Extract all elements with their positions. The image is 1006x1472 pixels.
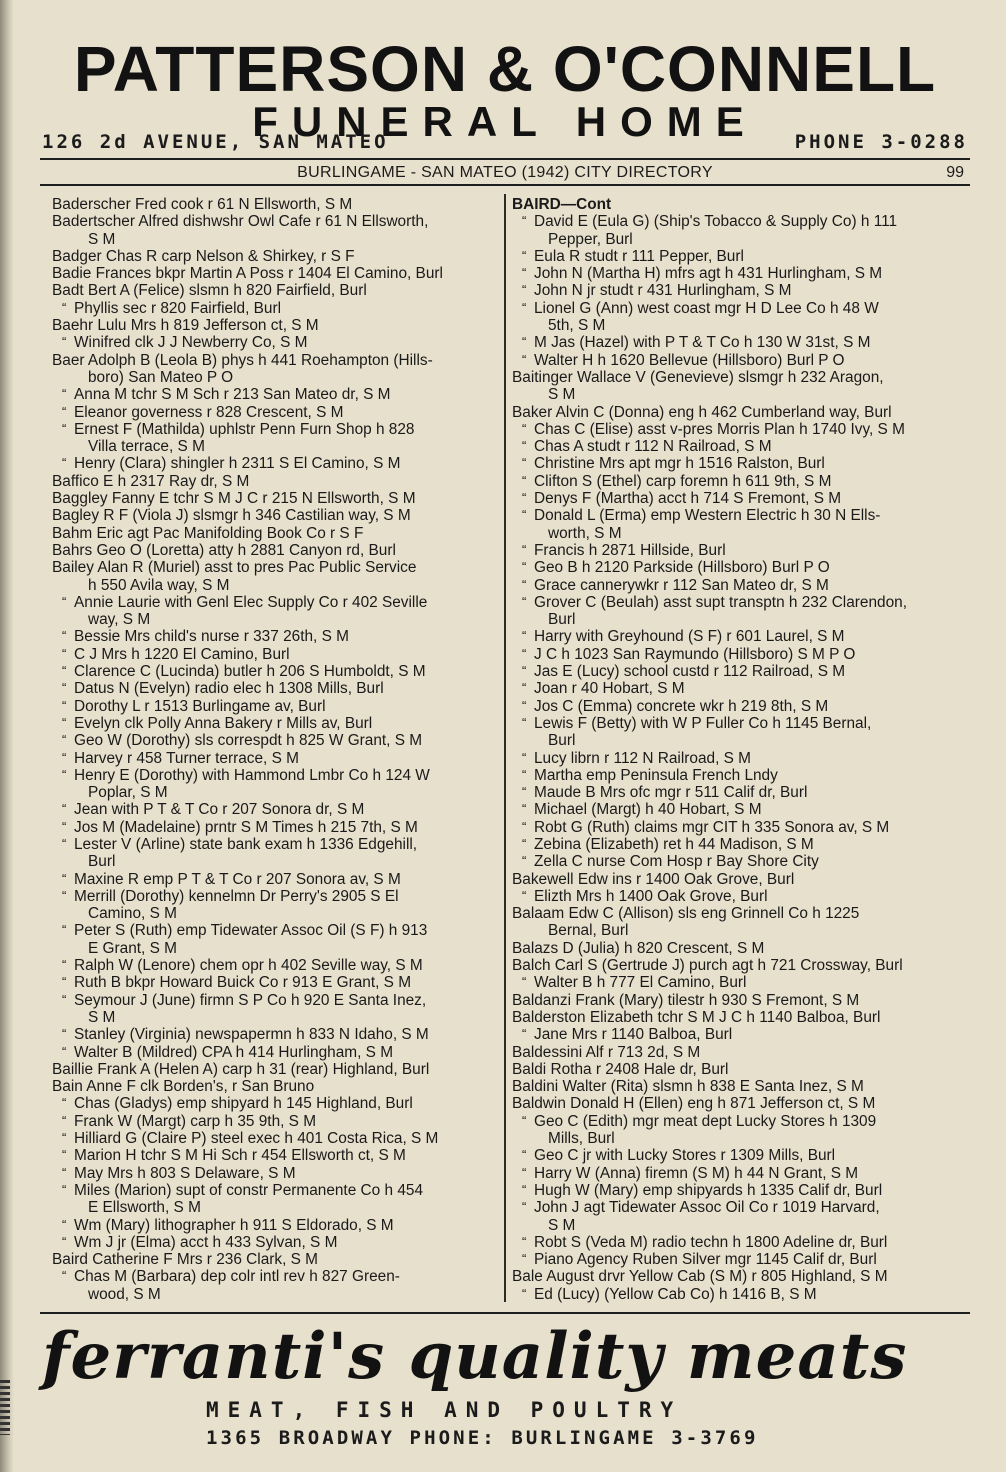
directory-entry: “ Miles (Marion) supt of constr Permanente Co h 454 (52, 1182, 498, 1199)
directory-entry: “ Chas C (Elise) asst v-pres Morris Plan h 1740 Ivy, S M (512, 421, 968, 438)
directory-entry: “ Walter B h 777 El Camino, Burl (512, 974, 968, 991)
entry-continuation: Poplar, S M (88, 784, 168, 802)
right-directory-column (512, 196, 968, 1303)
directory-entry: Bakewell Edw ins r 1400 Oak Grove, Burl (512, 870, 795, 888)
directory-entry: Baldanzi Frank (Mary) tilestr h 930 S Fremont, S M (512, 991, 860, 1009)
directory-entry: “ Annie Laurie with Genl Elec Supply Co r 402 Seville (52, 594, 498, 611)
entry-continuation: 5th, S M (548, 317, 606, 335)
entry-continuation: way, S M (88, 611, 151, 629)
directory-entry: Bahrs Geo O (Loretta) atty h 2881 Canyon rd, Burl (52, 541, 396, 559)
directory-entry: “ Maxine R emp P T & T Co r 207 Sonora av, S M (52, 871, 498, 888)
page-number: 99 (946, 164, 964, 181)
directory-entry: “ Grover C (Beulah) asst supt transptn h 232 Clarendon, (512, 594, 968, 611)
meat-market-advertisement (40, 1318, 970, 1458)
directory-entry: “ Harry with Greyhound (S F) r 601 Laurel, S M (512, 628, 968, 645)
entry-continuation: S M (548, 1216, 576, 1234)
directory-entry: “ Peter S (Ruth) emp Tidewater Assoc Oil (S F) h 913 (52, 922, 498, 939)
directory-entry: “ Walter H h 1620 Bellevue (Hillsboro) Burl P O (512, 352, 968, 369)
footer-rule (40, 1312, 970, 1314)
directory-entry: “ Datus N (Evelyn) radio elec h 1308 Mills, Burl (52, 680, 498, 697)
directory-entry: “ Geo C jr with Lucky Stores r 1309 Mills, Burl (512, 1147, 968, 1164)
directory-entry: Baker Alvin C (Donna) eng h 462 Cumberland way, Burl (512, 403, 892, 421)
directory-entry: “ Grace cannerywkr r 112 San Mateo dr, S M (512, 577, 968, 594)
directory-entry: “ Eula R studt r 111 Pepper, Burl (512, 248, 968, 265)
directory-entry: “ Merrill (Dorothy) kennelmn Dr Perry's 2905 S El (52, 888, 498, 905)
directory-entry: “ Lester V (Arline) state bank exam h 1336 Edgehill, (52, 836, 498, 853)
entry-continuation: E Grant, S M (88, 939, 177, 957)
directory-entry: “ John N jr studt r 431 Hurlingham, S M (512, 282, 968, 299)
running-head-top-rule (40, 158, 970, 160)
directory-entry: Baderscher Fred cook r 61 N Ellsworth, S M (52, 196, 353, 213)
entry-continuation: h 550 Avila way, S M (88, 576, 230, 594)
directory-entry: “ Clarence C (Lucinda) butler h 206 S Humboldt, S M (52, 663, 498, 680)
running-head (40, 162, 970, 184)
directory-entry: “ Wm (Mary) lithographer h 911 S Eldorado, S M (52, 1217, 498, 1234)
funeral-home-subtitle: FUNERAL HOME (252, 98, 758, 145)
directory-entry: “ Robt S (Veda M) radio techn h 1800 Adeline dr, Burl (512, 1234, 968, 1251)
directory-entry: Badt Bert A (Felice) slsmn h 820 Fairfield, Burl (52, 282, 367, 300)
left-directory-column (52, 196, 498, 1303)
directory-entry: Baldi Rotha r 2408 Hale dr, Burl (512, 1060, 729, 1078)
directory-entry: “ Michael (Margt) h 40 Hobart, S M (512, 801, 968, 818)
directory-entry: Baer Adolph B (Leola B) phys h 441 Roehampton (Hills- (52, 351, 433, 369)
entry-continuation: worth, S M (548, 524, 622, 542)
directory-entry: “ Denys F (Martha) acct h 714 S Fremont, S M (512, 490, 968, 507)
directory-entry: “ Lucy librn r 112 N Railroad, S M (512, 750, 968, 767)
entry-continuation: S M (88, 230, 116, 248)
directory-entry: “ Jane Mrs r 1140 Balboa, Burl (512, 1026, 968, 1043)
directory-entry: Bagley R F (Viola J) slsmgr h 346 Castilian way, S M (52, 507, 411, 525)
directory-entry: “ Piano Agency Ruben Silver mgr 1145 Calif dr, Burl (512, 1251, 968, 1268)
directory-entry: “ Marion H tchr S M Hi Sch r 454 Ellsworth ct, S M (52, 1147, 498, 1164)
directory-entry: “ Zella C nurse Com Hosp r Bay Shore City (512, 853, 968, 870)
directory-entry: “ Robt G (Ruth) claims mgr CIT h 335 Sonora av, S M (512, 819, 968, 836)
directory-entry: “ Jas E (Lucy) school custd r 112 Railroad, S M (512, 663, 968, 680)
directory-entry: “ J C h 1023 San Raymundo (Hillsboro) S M P O (512, 646, 968, 663)
funeral-home-address: 126 2d AVENUE, SAN MATEO (42, 131, 389, 153)
directory-entry: Baitinger Wallace V (Genevieve) slsmgr h 232 Aragon, (512, 368, 884, 386)
directory-entry: “ Francis h 2871 Hillside, Burl (512, 542, 968, 559)
running-head-bottom-rule (40, 184, 970, 186)
funeral-home-advertisement (40, 18, 970, 154)
column-divider (504, 194, 506, 1302)
directory-entry: “ David E (Eula G) (Ship's Tobacco & Supply Co) h 111 (512, 213, 968, 230)
directory-entry: “ Christine Mrs apt mgr h 1516 Ralston, Burl (512, 455, 968, 472)
directory-entry: “ Bessie Mrs child's nurse r 337 26th, S M (52, 628, 498, 645)
directory-entry: Badie Frances bkpr Martin A Poss r 1404 El Camino, Burl (52, 265, 443, 283)
directory-entry: “ Eleanor governess r 828 Crescent, S M (52, 404, 498, 421)
directory-entry: Baird Catherine F Mrs r 236 Clark, S M (52, 1251, 318, 1269)
directory-entry: “ May Mrs h 803 S Delaware, S M (52, 1165, 498, 1182)
directory-entry: “ Henry E (Dorothy) with Hammond Lmbr Co h 124 W (52, 767, 498, 784)
directory-entry: Bailey Alan R (Muriel) asst to pres Pac Public Service (52, 559, 417, 577)
directory-entry: “ Ed (Lucy) (Yellow Cab Co) h 1416 B, S M (512, 1286, 968, 1303)
directory-entry: “ John J agt Tidewater Assoc Oil Co r 1019 Harvard, (512, 1199, 968, 1216)
directory-entry: “ Henry (Clara) shingler h 2311 S El Camino, S M (52, 455, 498, 472)
directory-entry: Badertscher Alfred dishwshr Owl Cafe r 61 N Ellsworth, (52, 213, 429, 231)
directory-entry: “ Clifton S (Ethel) carp foremn h 611 9th, S M (512, 473, 968, 490)
entry-continuation: Camino, S M (88, 905, 177, 923)
directory-entry: “ Anna M tchr S M Sch r 213 San Mateo dr, S M (52, 386, 498, 403)
entry-continuation: Bernal, Burl (548, 922, 629, 940)
entry-continuation: S M (548, 386, 576, 404)
meat-market-products: MEAT, FISH AND POULTRY (206, 1398, 683, 1422)
meat-market-name: ferranti's quality meats (42, 1319, 908, 1394)
directory-entry: “ Seymour J (June) firmn S P Co h 920 E Santa Inez, (52, 992, 498, 1009)
directory-entry: “ M Jas (Hazel) with P T & T Co h 130 W 31st, S M (512, 334, 968, 351)
directory-entry: “ Geo C (Edith) mgr meat dept Lucky Stores h 1309 (512, 1113, 968, 1130)
page-binding-edge (0, 0, 14, 1472)
directory-entry: Baldwin Donald H (Ellen) eng h 871 Jefferson ct, S M (512, 1095, 876, 1113)
directory-entry: “ Donald L (Erma) emp Western Electric h 30 N Ells- (512, 507, 968, 524)
directory-entry: “ Winifred clk J J Newberry Co, S M (52, 334, 498, 351)
entry-continuation: E Ellsworth, S M (88, 1199, 201, 1217)
section-heading: BAIRD—Cont (512, 196, 612, 213)
directory-entry: Balaam Edw C (Allison) sls eng Grinnell Co h 1225 (512, 905, 860, 923)
meat-market-address-phone: 1365 BROADWAY PHONE: BURLINGAME 3-3769 (206, 1427, 759, 1449)
binding-stitch-marks (0, 1380, 10, 1435)
directory-entry: Balderston Elizabeth tchr S M J C h 1140 Balboa, Burl (512, 1008, 881, 1026)
directory-entry: “ Hugh W (Mary) emp shipyards h 1335 Calif dr, Burl (512, 1182, 968, 1199)
directory-entry: “ C J Mrs h 1220 El Camino, Burl (52, 646, 498, 663)
directory-entry: Baehr Lulu Mrs h 819 Jefferson ct, S M (52, 317, 319, 335)
entry-continuation: wood, S M (88, 1285, 161, 1303)
funeral-home-phone: PHONE 3-0288 (794, 131, 968, 153)
directory-entry: “ Frank W (Margt) carp h 35 9th, S M (52, 1113, 498, 1130)
directory-entry: “ Harry W (Anna) firemn (S M) h 44 N Grant, S M (512, 1165, 968, 1182)
entry-continuation: S M (88, 1008, 116, 1026)
directory-entry: “ Zebina (Elizabeth) ret h 44 Madison, S M (512, 836, 968, 853)
directory-entry: “ Evelyn clk Polly Anna Bakery r Mills av, Burl (52, 715, 498, 732)
entry-continuation: Villa terrace, S M (88, 438, 205, 456)
entry-continuation: Burl (548, 611, 576, 629)
directory-entry: Baillie Frank A (Helen A) carp h 31 (rear) Highland, Burl (52, 1060, 430, 1078)
directory-entry: Baggley Fanny E tchr S M J C r 215 N Ellsworth, S M (52, 490, 416, 508)
directory-entry: “ Walter B (Mildred) CPA h 414 Hurlingham, S M (52, 1044, 498, 1061)
entry-continuation: Pepper, Burl (548, 230, 633, 248)
directory-entry: Baffico E h 2317 Ray dr, S M (52, 472, 250, 490)
directory-entry: “ Stanley (Virginia) newspapermn h 833 N Idaho, S M (52, 1026, 498, 1043)
directory-entry: “ Harvey r 458 Turner terrace, S M (52, 750, 498, 767)
directory-entry: Bale August drvr Yellow Cab (S M) r 805 Highland, S M (512, 1268, 888, 1286)
directory-entry: “ Ernest F (Mathilda) uphlstr Penn Furn Shop h 828 (52, 421, 498, 438)
directory-entry: “ Elizth Mrs h 1400 Oak Grove, Burl (512, 888, 968, 905)
entry-continuation: boro) San Mateo P O (88, 368, 234, 386)
directory-entry: “ Hilliard G (Claire P) steel exec h 401 Costa Rica, S M (52, 1130, 498, 1147)
directory-entry: “ Maude B Mrs ofc mgr r 511 Calif dr, Burl (512, 784, 968, 801)
directory-entry: “ Jean with P T & T Co r 207 Sonora dr, S M (52, 801, 498, 818)
entry-continuation: Burl (88, 853, 116, 871)
directory-entry: “ Joan r 40 Hobart, S M (512, 680, 968, 697)
directory-entry: Balazs D (Julia) h 820 Crescent, S M (512, 939, 765, 957)
directory-entry: “ Martha emp Peninsula French Lndy (512, 767, 968, 784)
directory-entry: Bahm Eric agt Pac Manifolding Book Co r S F (52, 524, 364, 542)
directory-entry: “ Geo W (Dorothy) sls correspdt h 825 W Grant, S M (52, 732, 498, 749)
directory-title: BURLINGAME - SAN MATEO (1942) CITY DIRECTORY (297, 164, 713, 181)
directory-entry: “ Ruth B bkpr Howard Buick Co r 913 E Grant, S M (52, 974, 498, 991)
directory-entry: “ Wm J jr (Elma) acct h 433 Sylvan, S M (52, 1234, 498, 1251)
directory-entry: “ Ralph W (Lenore) chem opr h 402 Seville way, S M (52, 957, 498, 974)
directory-entry: “ Jos C (Emma) concrete wkr h 219 8th, S M (512, 698, 968, 715)
directory-entry: “ Lionel G (Ann) west coast mgr H D Lee Co h 48 W (512, 300, 968, 317)
directory-entry: “ Phyllis sec r 820 Fairfield, Burl (52, 300, 498, 317)
directory-entry: Badger Chas R carp Nelson & Shirkey, r S F (52, 247, 355, 265)
directory-entry: “ Dorothy L r 1513 Burlingame av, Burl (52, 698, 498, 715)
directory-entry: “ Chas A studt r 112 N Railroad, S M (512, 438, 968, 455)
directory-entry: “ Chas (Gladys) emp shipyard h 145 Highland, Burl (52, 1095, 498, 1112)
directory-entry: “ Geo B h 2120 Parkside (Hillsboro) Burl P O (512, 559, 968, 576)
directory-entry: Baldessini Alf r 713 2d, S M (512, 1043, 701, 1061)
entry-continuation: Burl (548, 732, 576, 750)
directory-entry: “ Chas M (Barbara) dep colr intl rev h 827 Green- (52, 1268, 498, 1285)
directory-entry: Balch Carl S (Gertrude J) purch agt h 721 Crossway, Burl (512, 957, 903, 975)
directory-entry: “ Jos M (Madelaine) prntr S M Times h 215 7th, S M (52, 819, 498, 836)
directory-entry: “ Lewis F (Betty) with W P Fuller Co h 1145 Bernal, (512, 715, 968, 732)
directory-entry: “ John N (Martha H) mfrs agt h 431 Hurlingham, S M (512, 265, 968, 282)
directory-entry: Bain Anne F clk Borden's, r San Bruno (52, 1078, 315, 1096)
entry-continuation: Mills, Burl (548, 1130, 615, 1148)
directory-entry: Baldini Walter (Rita) slsmn h 838 E Santa Inez, S M (512, 1078, 864, 1096)
funeral-home-name: PATTERSON & O'CONNELL (73, 33, 937, 105)
